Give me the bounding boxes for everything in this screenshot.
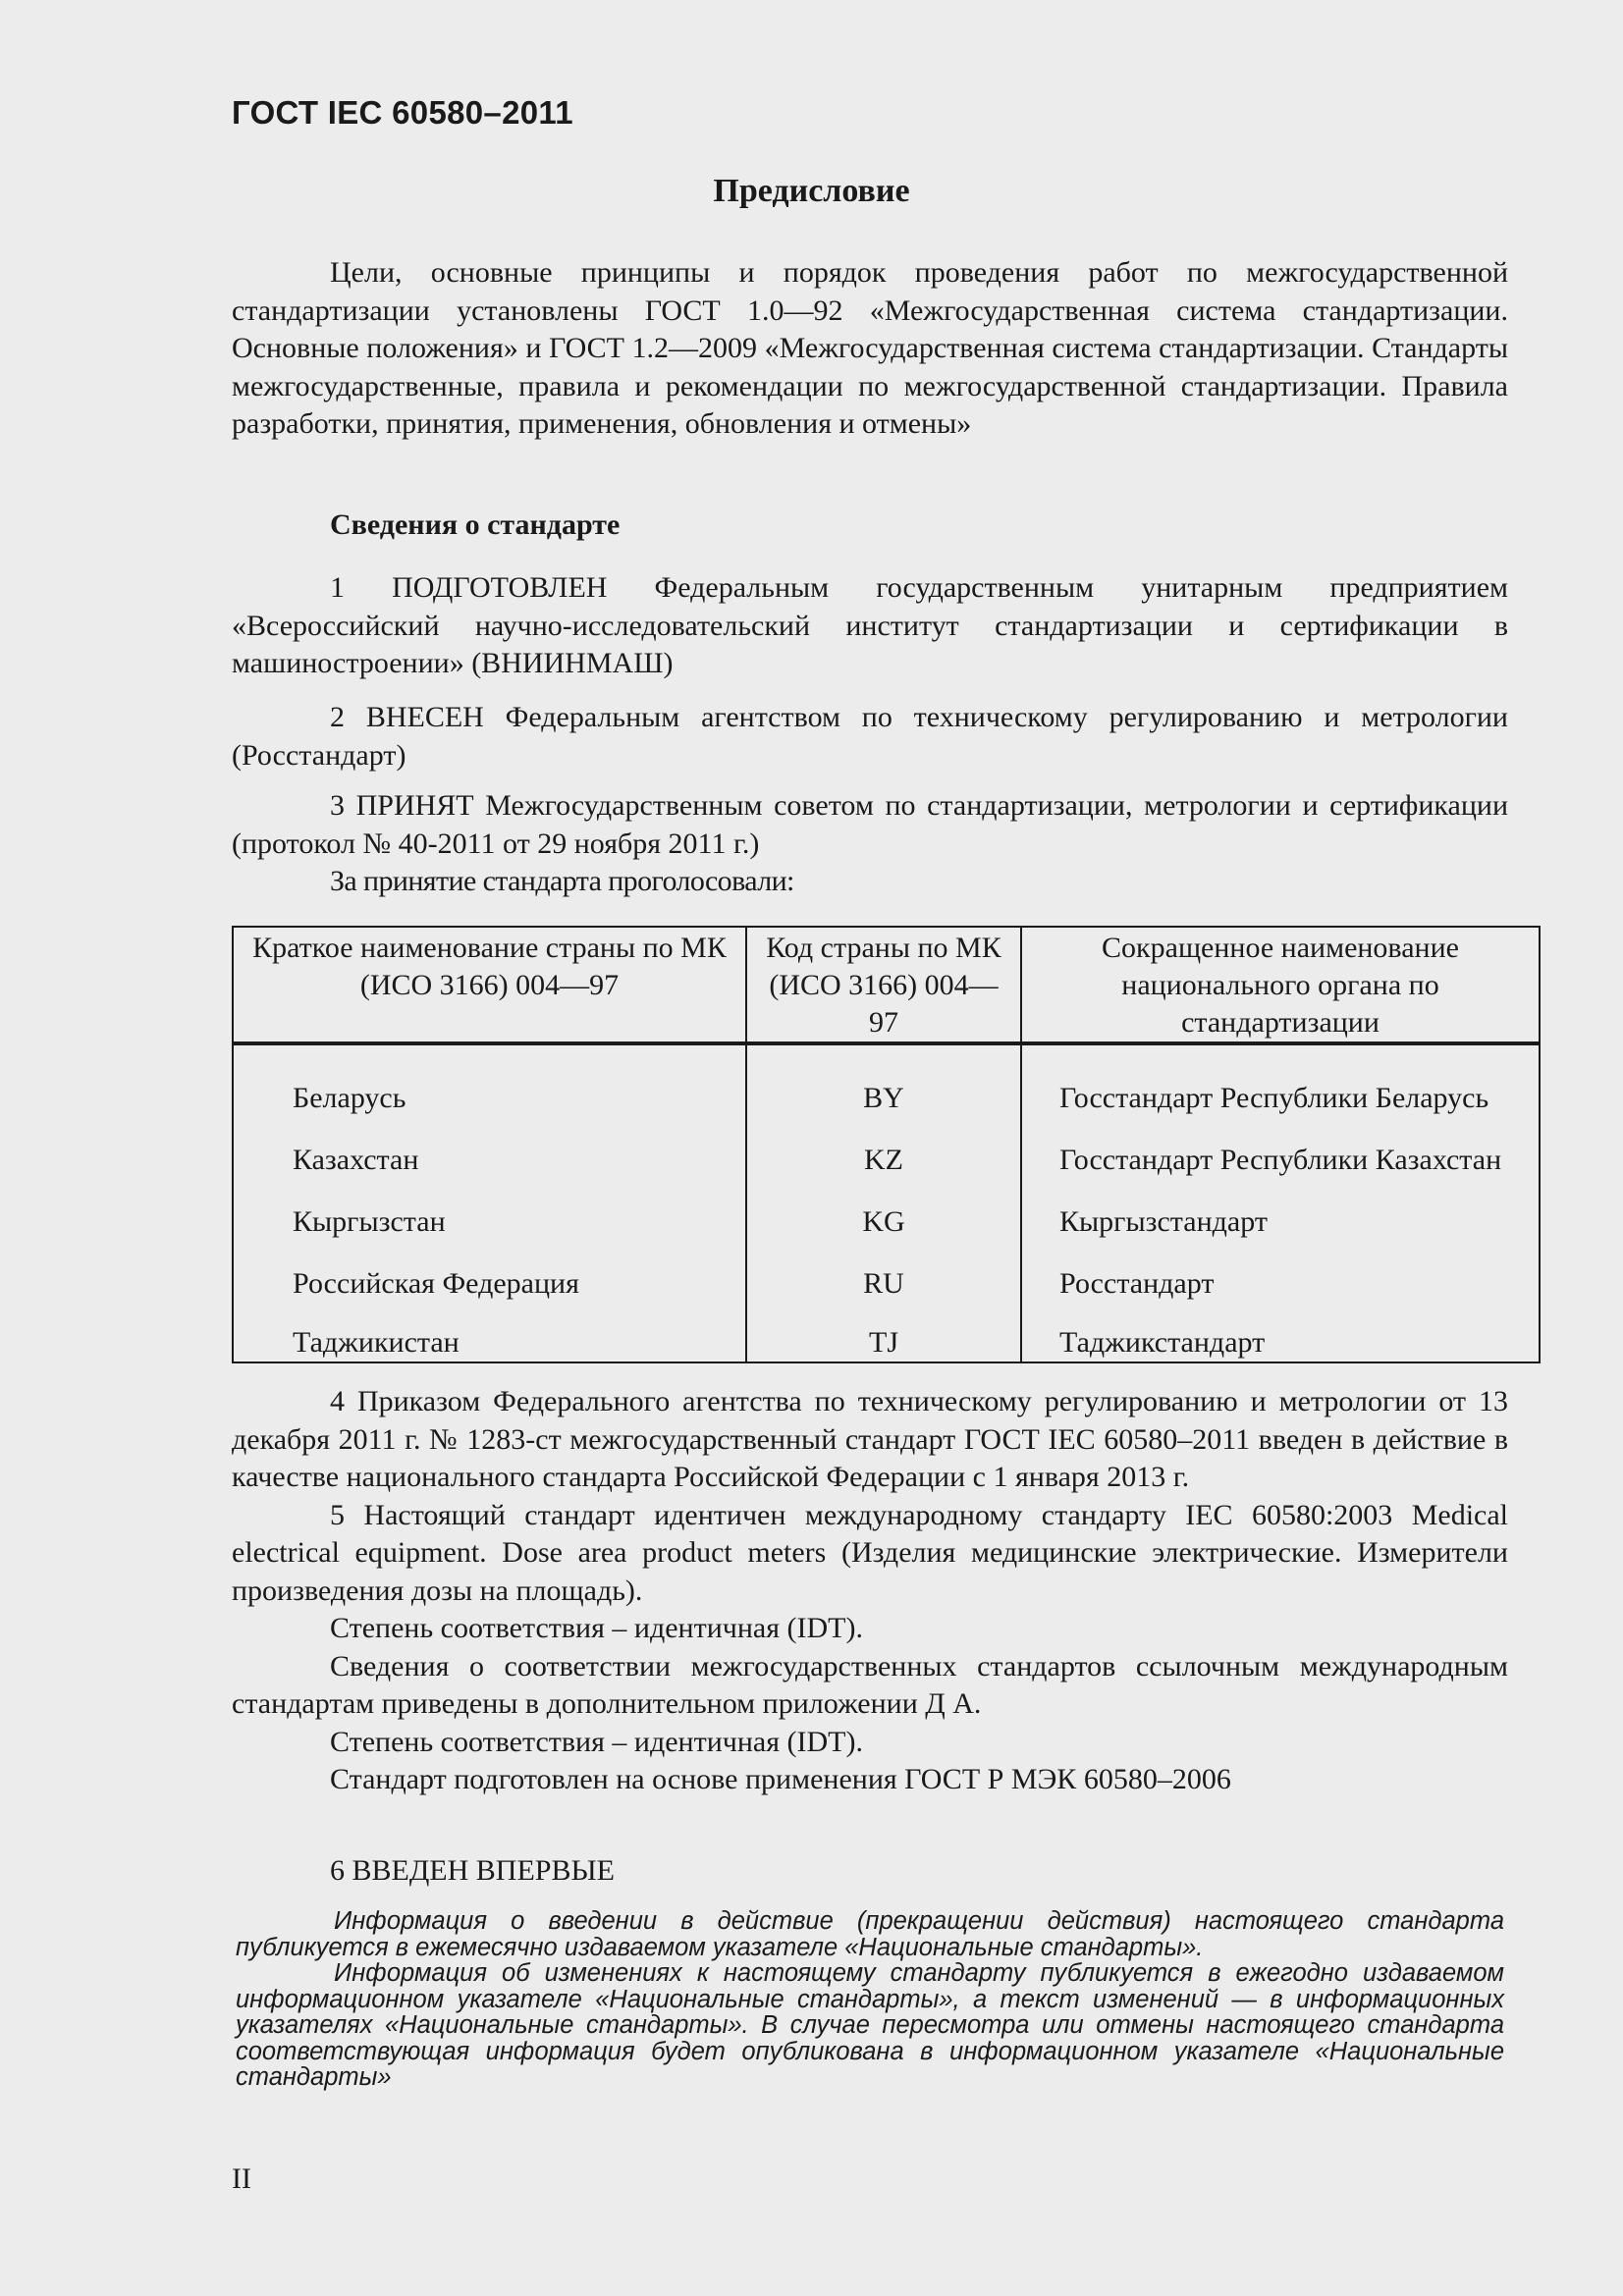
item-4: 4 Приказом Федерального агентства по техническому регулированию и метрологии от 13 декабря 2011 г. № 1283-ст межгосударственный стандарт ГОСТ IEC 60580–2011 введен в действие в качестве национального стандарта Российской Федерации с 1 января 2013 г. (232, 1385, 1508, 1493)
page-number: II (232, 2163, 251, 2195)
code-cell: TJ (746, 1303, 1021, 1362)
references-note: Сведения о соответствии межгосударственных стандартов ссылочным международным стандартам приведены в дополнительном приложении Д А. (232, 1649, 1508, 1720)
degree-of-conformity-2: Степень соответствия – идентичная (IDT). (330, 1725, 863, 1758)
page-title: Предисловие (713, 173, 910, 209)
item-6: 6 ВВЕДЕН ВПЕРВЫЕ (330, 1854, 615, 1887)
notes-block (236, 1908, 1504, 2091)
country-cell: Казахстан (233, 1117, 746, 1179)
table-header-row (233, 927, 1540, 1043)
country-cell: Кыргызстан (233, 1179, 746, 1241)
country-cell: Беларусь (233, 1043, 746, 1117)
country-cell: Таджикистан (233, 1303, 746, 1362)
item-3: 3 ПРИНЯТ Межгосударственным советом по стандартизации, метрологии и сертификации (протокол № 40-2011 от 29 ноября 2011 г.) (232, 789, 1508, 860)
header-code: Код страны по МК (ИСО 3166) 004—97 (746, 927, 1021, 1043)
body-cell: Кыргызстандарт (1021, 1179, 1540, 1241)
note-1: Информация о введении в действие (прекращении действия) настоящего стандарта публикуется в ежемесячно издаваемом указателе «Национальные стандарты». (236, 1907, 1504, 1961)
item-6-block (232, 1852, 1508, 1891)
item-2: 2 ВНЕСЕН Федеральным агентством по техническому регулированию и метрологии (Росстандарт) (232, 701, 1508, 772)
table-row (233, 1303, 1540, 1362)
item-5: 5 Настоящий стандарт идентичен международному стандарту IEC 60580:2003 Medical electrical equipment. Dose area product meters (Изделия медицинские электрические. Измерители произведения дозы на площадь). (232, 1498, 1508, 1607)
code-cell: RU (746, 1241, 1021, 1303)
country-cell: Российская Федерация (233, 1241, 746, 1303)
body-cell: Госстандарт Республики Беларусь (1021, 1043, 1540, 1117)
item-1: 1 ПОДГОТОВЛЕН Федеральным государственным унитарным предприятием «Всероссийский научно-исследовательский институт стандартизации и сертификации в машиностроении» (ВНИИНМАШ) (232, 571, 1508, 679)
basis-note: Стандарт подготовлен на основе применения ГОСТ Р МЭК 60580–2006 (330, 1763, 1231, 1795)
body-cell: Таджикстандарт (1021, 1303, 1540, 1362)
item-1-block (232, 569, 1508, 683)
body-cell: Росстандарт (1021, 1241, 1540, 1303)
item-3-block (232, 787, 1508, 901)
table-row (233, 1043, 1540, 1117)
intro-paragraph: Цели, основные принципы и порядок проведения работ по межгосударственной стандартизации установлены ГОСТ 1.0—92 «Межгосударственная система стандартизации. Основные положения» и ГОСТ 1.2—2009 «Межгосударственная система стандартизации. Стандарты межгосударственные, правила и рекомендации по межгосударственной стандартизации. Правила разработки, принятия, применения, обновления и отмены» (232, 256, 1508, 440)
intro-block (232, 254, 1508, 444)
body-cell: Госстандарт Республики Казахстан (1021, 1117, 1540, 1179)
standard-header: ГОСТ IEC 60580–2011 (232, 94, 573, 131)
item-2-block (232, 699, 1508, 774)
table-row (233, 1179, 1540, 1241)
voting-table (232, 926, 1541, 1363)
item-4-block (232, 1383, 1508, 1799)
note-2: Информация об изменениях к настоящему стандарту публикуется в ежегодно издаваемом информационном указателе «Национальные стандарты», а текст изменений — в информационных указателях «Национальные стандарты». В случае пересмотра или отмены настоящего стандарта соответствующая информация будет опубликована в информационном указателе «Национальные стандарты» (236, 1959, 1504, 2091)
info-heading: Сведения о стандарте (330, 508, 621, 541)
code-cell: KZ (746, 1117, 1021, 1179)
degree-of-conformity-1: Степень соответствия – идентичная (IDT). (330, 1612, 863, 1644)
vote-caption: За принятие стандарта проголосовали: (330, 865, 794, 897)
header-country: Краткое наименование страны по МК (ИСО 3166) 004—97 (233, 927, 746, 1043)
table-row (233, 1241, 1540, 1303)
code-cell: KG (746, 1179, 1021, 1241)
info-heading-block (232, 507, 1508, 545)
table-row (233, 1117, 1540, 1179)
code-cell: BY (746, 1043, 1021, 1117)
header-body: Сокращенное наименование национального органа по стандартизации (1021, 927, 1540, 1043)
